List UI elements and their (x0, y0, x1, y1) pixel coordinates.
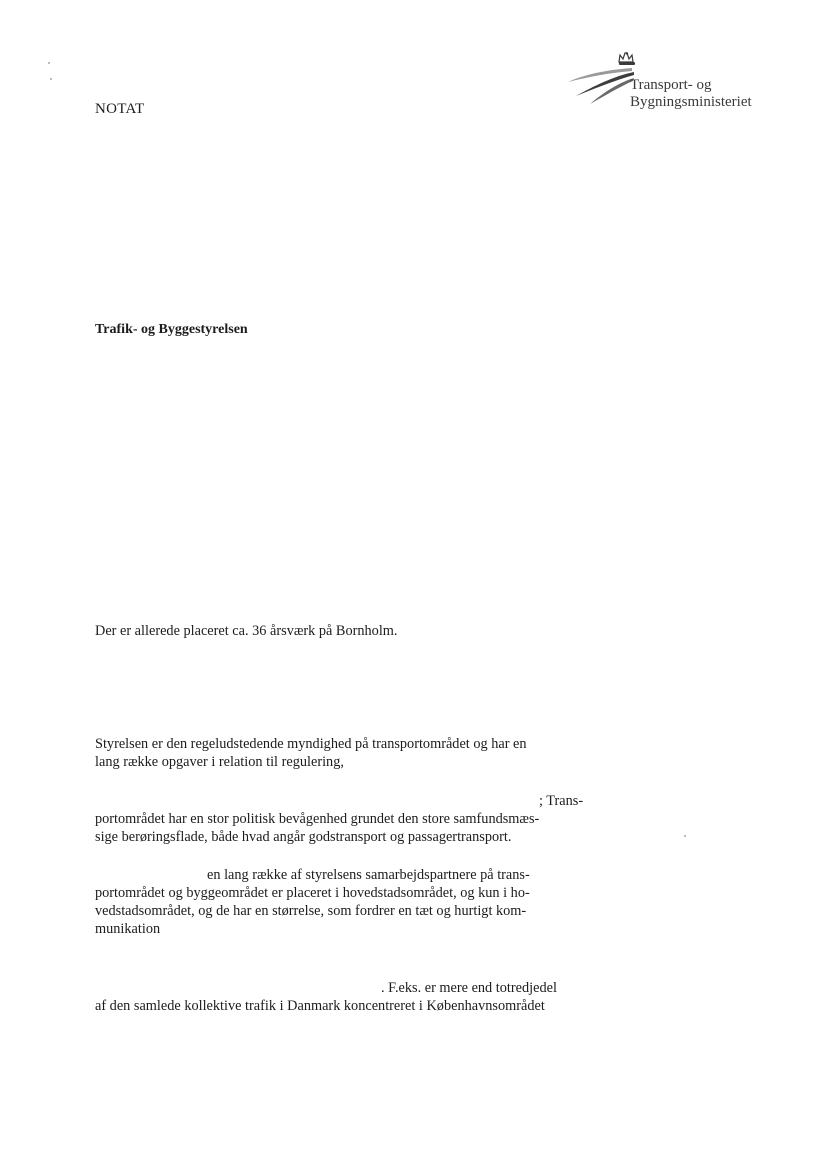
paragraph-line: lang række opgaver i relation til regulering, (95, 754, 344, 770)
paragraph-line: en lang række af styrelsens samarbejdspartnere på trans- (207, 867, 530, 883)
logo-text-line1: Transport- og (630, 77, 712, 93)
scan-speck (50, 78, 52, 80)
document-type-label: NOTAT (95, 101, 145, 117)
paragraph-line: af den samlede kollektive trafik i Danmark koncentreret i Københavnsområdet (95, 998, 545, 1014)
ministry-emblem-icon (566, 52, 636, 108)
paragraph-line: vedstadsområdet, og de har en størrelse, som fordrer en tæt og hurtigt kom- (95, 903, 527, 919)
paragraph-line: munikation (95, 921, 161, 937)
paragraph-line: portområdet har en stor politisk bevågenhed grundet den store samfundsmæs- (95, 811, 540, 827)
paragraph-line: Der er allerede placeret ca. 36 årsværk på Bornholm. (95, 623, 398, 639)
crown-icon (619, 52, 635, 65)
logo-text-line2: Bygningsministeriet (630, 94, 752, 110)
paragraph-line: portområdet og byggeområdet er placeret i hovedstadsområdet, og kun i ho- (95, 885, 530, 901)
paragraph-line: Styrelsen er den regeludstedende myndighed på transportområdet og har en (95, 736, 527, 752)
paragraph-line: ; Trans- (539, 793, 584, 809)
scan-speck (48, 62, 50, 64)
section-heading: Trafik- og Byggestyrelsen (95, 322, 248, 337)
paragraph-line: . F.eks. er mere end totredjedel (381, 980, 557, 996)
paragraph-line: sige berøringsflade, både hvad angår godstransport og passagertransport. (95, 829, 512, 845)
scan-speck (684, 835, 686, 837)
